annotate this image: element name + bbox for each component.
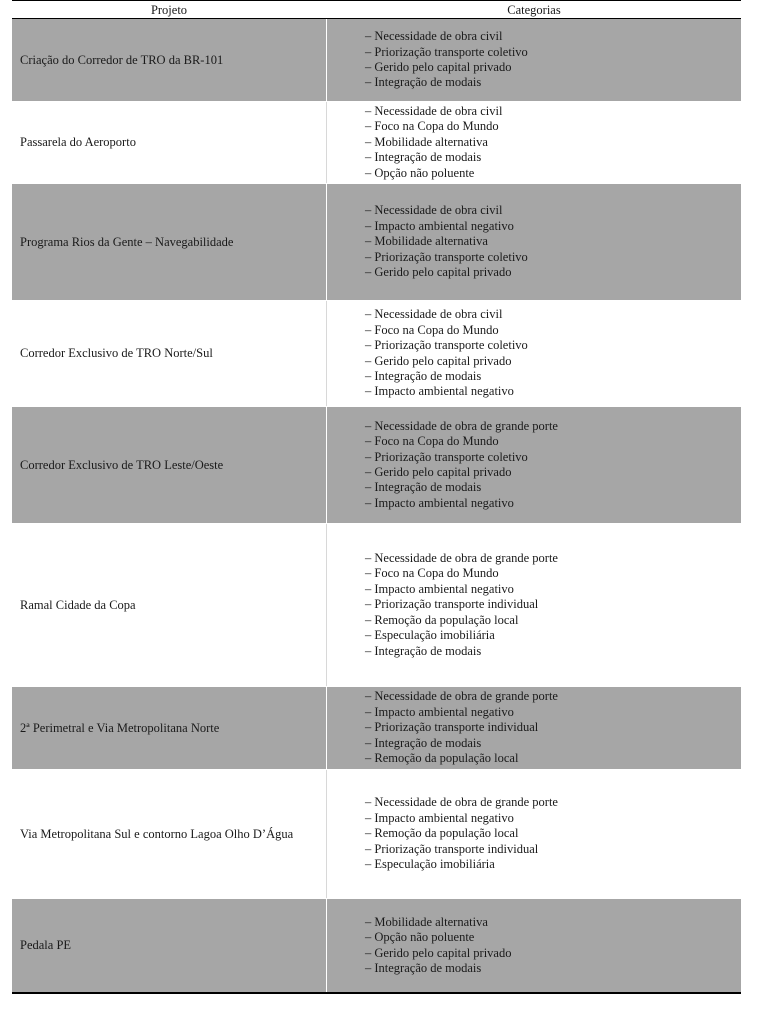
project-name: Criação do Corredor de TRO da BR-101 [12, 19, 326, 101]
categories-list [327, 899, 741, 992]
category-item: – Priorização transporte coletivo [365, 249, 528, 264]
category-item: – Integração de modais [365, 643, 482, 658]
categories-list [327, 524, 741, 686]
categories-list [327, 770, 741, 898]
category-item: – Impacto ambiental negativo [365, 218, 514, 233]
table-row [12, 770, 741, 898]
header-project: Projeto [150, 3, 188, 17]
category-item: – Remoção da população local [365, 826, 519, 841]
table-row [12, 524, 741, 686]
category-item: – Foco na Copa do Mundo [365, 322, 499, 337]
category-item: – Foco na Copa do Mundo [365, 566, 499, 581]
category-item: – Gerido pelo capital privado [365, 353, 512, 368]
category-item: – Impacto ambiental negativo [365, 384, 514, 399]
table-row [12, 102, 741, 183]
table-header [12, 2, 741, 18]
categories-list [327, 19, 741, 101]
category-item: – Especulação imobiliária [365, 628, 495, 643]
column-divider [326, 524, 327, 686]
categories-list [327, 102, 741, 183]
category-item: – Opção não poluente [365, 165, 475, 180]
table-row [12, 899, 741, 992]
category-item: – Remoção da população local [365, 612, 519, 627]
category-item: – Necessidade de obra de grande porte [365, 418, 558, 433]
category-item: – Remoção da população local [365, 751, 519, 766]
column-divider [326, 770, 327, 898]
category-item: – Priorização transporte individual [365, 597, 539, 612]
table-row [12, 184, 741, 300]
project-name: Pedala PE [12, 899, 326, 992]
category-item: – Gerido pelo capital privado [365, 265, 512, 280]
table-row [12, 19, 741, 101]
category-item: – Gerido pelo capital privado [365, 60, 512, 74]
project-name: Ramal Cidade da Copa [20, 597, 136, 612]
category-item: – Foco na Copa do Mundo [365, 434, 499, 449]
category-item: – Priorização transporte coletivo [365, 338, 528, 353]
category-item: – Integração de modais [365, 480, 482, 495]
category-item: – Necessidade de obra civil [365, 103, 503, 118]
categories-list [327, 184, 741, 300]
category-item: – Necessidade de obra de grande porte [365, 689, 558, 704]
category-item: – Priorização transporte coletivo [365, 449, 528, 464]
category-item: – Priorização transporte coletivo [365, 44, 528, 59]
top-rule [12, 0, 741, 1]
table-row [12, 407, 741, 523]
category-item: – Integração de modais [365, 150, 482, 165]
category-item: – Impacto ambiental negativo [365, 810, 514, 825]
project-name: Corredor Exclusivo de TRO Leste/Oeste [12, 407, 326, 523]
project-name: Via Metropolitana Sul e contorno Lagoa Olho D’Água [20, 826, 294, 841]
category-item: – Priorização transporte individual [365, 720, 539, 735]
category-item: – Mobilidade alternativa [365, 914, 488, 929]
category-item: – Mobilidade alternativa [365, 234, 488, 249]
category-item: – Integração de modais [365, 368, 482, 383]
project-name: 2ª Perimetral e Via Metropolitana Norte [12, 687, 326, 769]
category-item: – Gerido pelo capital privado [365, 945, 512, 960]
category-item: – Impacto ambiental negativo [365, 495, 514, 510]
category-item: – Opção não poluente [365, 930, 475, 945]
category-item: – Impacto ambiental negativo [365, 581, 514, 596]
category-item: – Priorização transporte individual [365, 841, 539, 856]
project-name: Programa Rios da Gente – Navegabilidade [12, 184, 326, 300]
column-divider [326, 301, 327, 406]
category-item: – Mobilidade alternativa [365, 134, 488, 149]
category-item: – Integração de modais [365, 735, 482, 750]
table-row [12, 301, 741, 406]
category-item: – Necessidade de obra de grande porte [365, 795, 558, 810]
category-item: – Necessidade de obra civil [365, 29, 503, 44]
bottom-rule [12, 992, 741, 994]
column-divider [326, 102, 327, 183]
category-item: – Gerido pelo capital privado [365, 465, 512, 479]
category-item: – Especulação imobiliária [365, 857, 495, 872]
categories-list [327, 687, 741, 769]
categories-list [327, 301, 741, 406]
category-item: – Integração de modais [365, 960, 482, 975]
project-name: Corredor Exclusivo de TRO Norte/Sul [20, 346, 213, 360]
category-item: – Necessidade de obra de grande porte [365, 551, 558, 566]
category-item: – Foco na Copa do Mundo [365, 119, 499, 134]
header-categories: Categorias [507, 3, 561, 17]
category-item: – Impacto ambiental negativo [365, 704, 514, 719]
project-name: Passarela do Aeroporto [20, 135, 136, 149]
category-item: – Integração de modais [365, 75, 482, 90]
category-item: – Necessidade de obra civil [365, 307, 503, 322]
table-row [12, 687, 741, 769]
categories-list [327, 407, 741, 523]
category-item: – Necessidade de obra civil [365, 203, 503, 218]
